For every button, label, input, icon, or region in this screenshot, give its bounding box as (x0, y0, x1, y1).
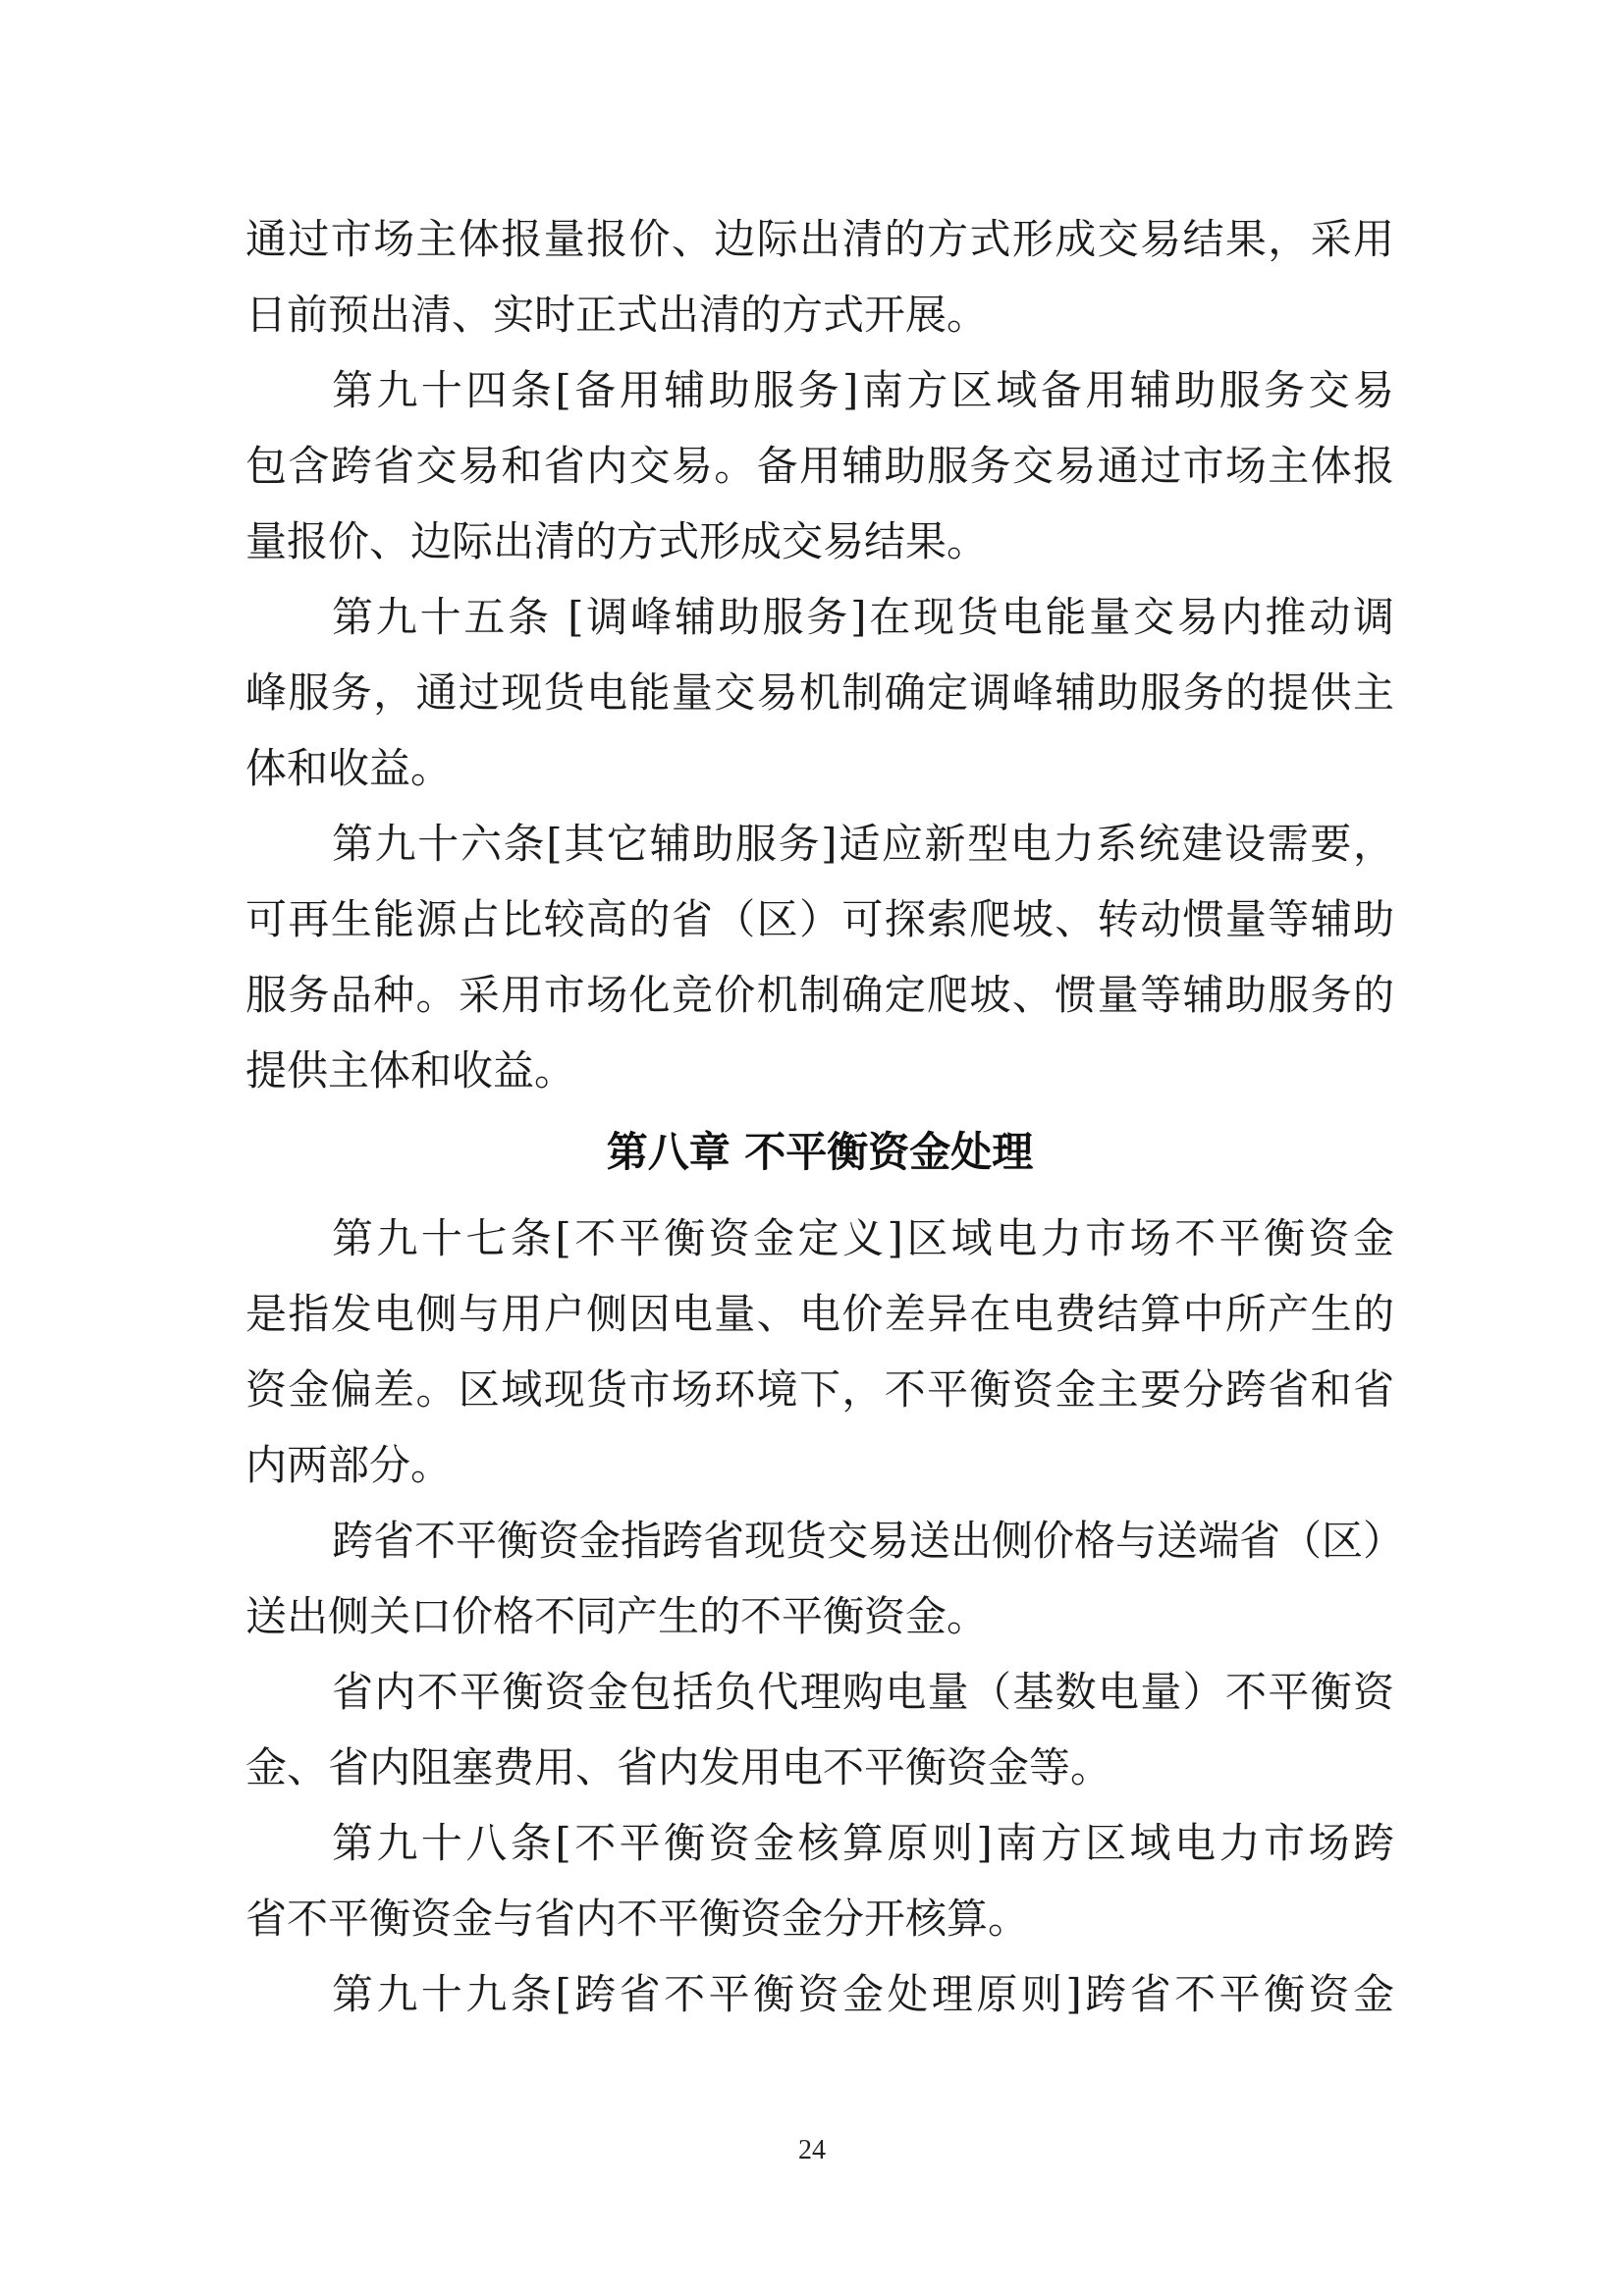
paragraph-line: 金、省内阻塞费用、省内发用电不平衡资金等。 (245, 1743, 1112, 1791)
paragraph (245, 1956, 1394, 2032)
paragraph-line: 跨省不平衡资金指跨省现货交易送出侧价格与送端省（区） (332, 1517, 1405, 1565)
paragraph (245, 1201, 1394, 1503)
paragraph-line: 第九十九条[跨省不平衡资金处理原则]跨省不平衡资金 (332, 1970, 1394, 2018)
paragraph-line: 资金偏差。区域现货市场环境下，不平衡资金主要分跨省和省 (245, 1365, 1394, 1414)
paragraph-line: 第九十六条[其它辅助服务]适应新型电力系统建设需要， (332, 820, 1394, 868)
paragraph-line: 省内不平衡资金包括负代理购电量（基数电量）不平衡资 (332, 1668, 1394, 1716)
paragraph (245, 201, 1394, 352)
paragraph-line: 体和收益。 (245, 744, 453, 792)
paragraph (245, 1503, 1405, 1654)
paragraph-line: 是指发电侧与用户侧因电量、电价差异在电费结算中所产生的 (245, 1290, 1394, 1338)
paragraph-line: 提供主体和收益。 (245, 1046, 576, 1095)
paragraph-line: 服务品种。采用市场化竞价机制确定爬坡、惯量等辅助服务的 (245, 971, 1394, 1019)
paragraph (245, 1805, 1394, 1956)
paragraph-line: 第九十五条 [调峰辅助服务]在现货电能量交易内推动调 (332, 593, 1394, 641)
paragraph-line: 峰服务，通过现货电能量交易机制确定调峰辅助服务的提供主 (245, 668, 1394, 717)
page-number: 24 (798, 2135, 826, 2165)
paragraph (245, 806, 1394, 1108)
paragraph-line: 第九十八条[不平衡资金核算原则]南方区域电力市场跨 (332, 1819, 1394, 1867)
text-section-before-heading (245, 201, 1394, 1108)
paragraph-line: 量报价、边际出清的方式形成交易结果。 (245, 517, 989, 565)
paragraph-line: 第九十七条[不平衡资金定义]区域电力市场不平衡资金 (332, 1214, 1394, 1262)
text-section-after-heading (245, 1201, 1405, 2032)
chapter-heading: 第八章 不平衡资金处理 (606, 1128, 1034, 1176)
paragraph-line: 日前预出清、实时正式出清的方式开展。 (245, 291, 989, 339)
paragraph-line: 可再生能源占比较高的省（区）可探索爬坡、转动惯量等辅助 (245, 895, 1394, 943)
paragraph (245, 1654, 1394, 1805)
document-body (245, 201, 1405, 2032)
paragraph-line: 内两部分。 (245, 1441, 453, 1489)
paragraph-line: 送出侧关口价格不同产生的不平衡资金。 (245, 1592, 989, 1640)
paragraph (245, 579, 1394, 806)
paragraph-line: 省不平衡资金与省内不平衡资金分开核算。 (245, 1895, 1030, 1943)
paragraph-line: 包含跨省交易和省内交易。备用辅助服务交易通过市场主体报 (245, 442, 1394, 490)
paragraph (245, 352, 1394, 579)
paragraph-line: 第九十四条[备用辅助服务]南方区域备用辅助服务交易 (332, 366, 1394, 414)
paragraph-line: 通过市场主体报量报价、边际出清的方式形成交易结果，采用 (245, 215, 1394, 263)
